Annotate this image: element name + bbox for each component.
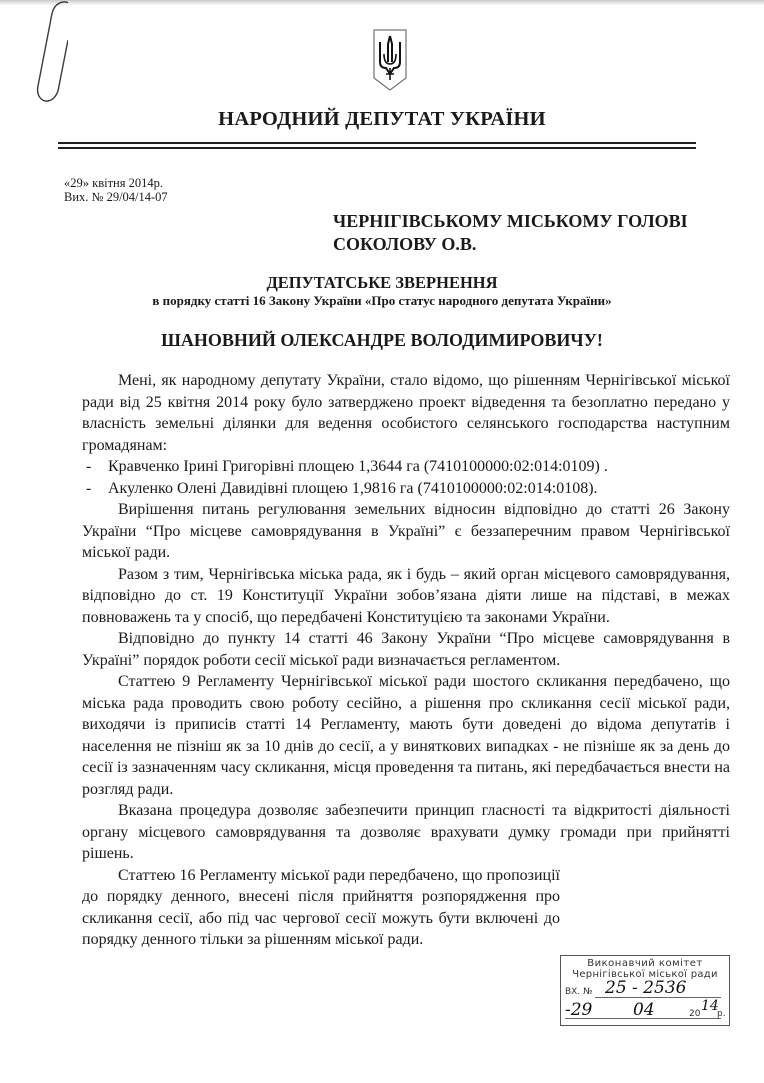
header-title: НАРОДНИЙ ДЕПУТАТ УКРАЇНИ: [218, 108, 546, 130]
stamp-org-line2: Чернігівської міської ради: [572, 969, 718, 980]
addressee-name: СОКОЛОВУ О.В.: [333, 234, 477, 254]
paragraph: Мені, як народному депутату України, стало відомо, що рішенням Чернігівської міської ради від 25 квітня 2014 року було затверджено проект відведення та безоплатно передано у власність земельні ділянки для ведення особистого селянського господарства наступним громадянам:: [82, 372, 730, 454]
stamp-date-row: [561, 1000, 729, 1020]
header-divider: [58, 147, 696, 149]
list-item: - Акуленко Олені Давидівні площею 1,9816 га (7410100000:02:014:0108).: [82, 478, 730, 500]
stamp-year-unit: р.: [717, 1009, 726, 1019]
list-dash: -: [86, 479, 92, 497]
list-dash: -: [86, 458, 92, 475]
salutation: ШАНОВНИЙ ОЛЕКСАНДРЕ ВОЛОДИМИРОВИЧУ!: [161, 330, 603, 350]
letter-body: [82, 370, 730, 951]
paragraph: Статтею 9 Регламенту Чернігівської міської ради шостого скликання передбачено, що міська рада проводить свою роботу сесійно, а рішення про скликання сесії міської ради, виходячи із приписів статті 14 Регламенту, мають бути доведені до відома депутатів і населення не пізніш як за 10 днів до сесії, а у виняткових випадках - не пізніше як за день до сесії із зазначенням часу скликання, місця проведення та питань, які передбачається внести на розгляд ради.: [82, 673, 730, 798]
stamp-date-month: 04: [633, 1000, 655, 1020]
addressee: [333, 210, 688, 256]
header-divider: [58, 142, 696, 144]
stamp-incoming-number: 25 - 2536: [605, 978, 687, 998]
document-date: «29» квітня 2014р.: [64, 176, 163, 190]
stamp-year-prefix: 20: [689, 1009, 701, 1019]
paragraph: Разом з тим, Чернігівська міська рада, як і будь – який орган місцевого самоврядування, відповідно до ст. 19 Конституції України зобов’язана діяти лише на підставі, в межах повноважень та у спосіб, що передбачені Конституцією та законами України.: [82, 565, 730, 626]
appeal-subtitle: в порядку статті 16 Закону України «Про статус народного депутата України»: [152, 293, 612, 308]
stamp-org-line1: Виконавчий комітет: [587, 958, 703, 969]
addressee-position: ЧЕРНІГІВСЬКОМУ МІСЬКОМУ ГОЛОВІ: [333, 211, 688, 231]
stamp-year-suffix: 14: [701, 998, 719, 1014]
trident-coat-of-arms-icon: [372, 28, 408, 92]
incoming-registration-stamp: [560, 955, 730, 1026]
stamp-number-row: [561, 980, 729, 1000]
paperclip-icon: [28, 0, 68, 105]
scan-top-edge: [0, 0, 764, 6]
list-item: - Кравченко Ірині Григорівні площею 1,3644 га (7410100000:02:014:0109) .: [82, 456, 730, 478]
outgoing-number: Вих. № 29/04/14-07: [64, 190, 168, 204]
document-meta: [64, 176, 168, 204]
paragraph: Вирішення питань регулювання земельних відносин відповідно до статті 26 Закону України “Про місцеве самоврядування в Україні” є беззаперечним правом Чернігівської міської ради.: [82, 501, 730, 561]
appeal-title: ДЕПУТАТСЬКЕ ЗВЕРНЕННЯ: [266, 273, 498, 292]
paragraph: Відповідно до пункту 14 статті 46 Закону України “Про місцеве самоврядування в Україні” порядок роботи сесії міської ради визначається регламентом.: [82, 630, 730, 669]
paragraph: Вказана процедура дозволяє забезпечити принцип гласності та відкритості діяльності органу місцевого самоврядування та дозволяє врахувати думку громади при прийнятті рішень.: [82, 802, 730, 862]
stamp-number-label: ВХ. №: [565, 987, 593, 997]
paragraph: Статтею 16 Регламенту міської ради передбачено, що пропозиції до порядку денного, внесені після прийняття розпорядження про скликання сесії, або під час чергової сесії можуть бути включені до порядку денного тільки за рішенням міської ради.: [82, 866, 560, 948]
recipients-list: [82, 456, 730, 499]
stamp-date-day: -29: [565, 1000, 593, 1020]
